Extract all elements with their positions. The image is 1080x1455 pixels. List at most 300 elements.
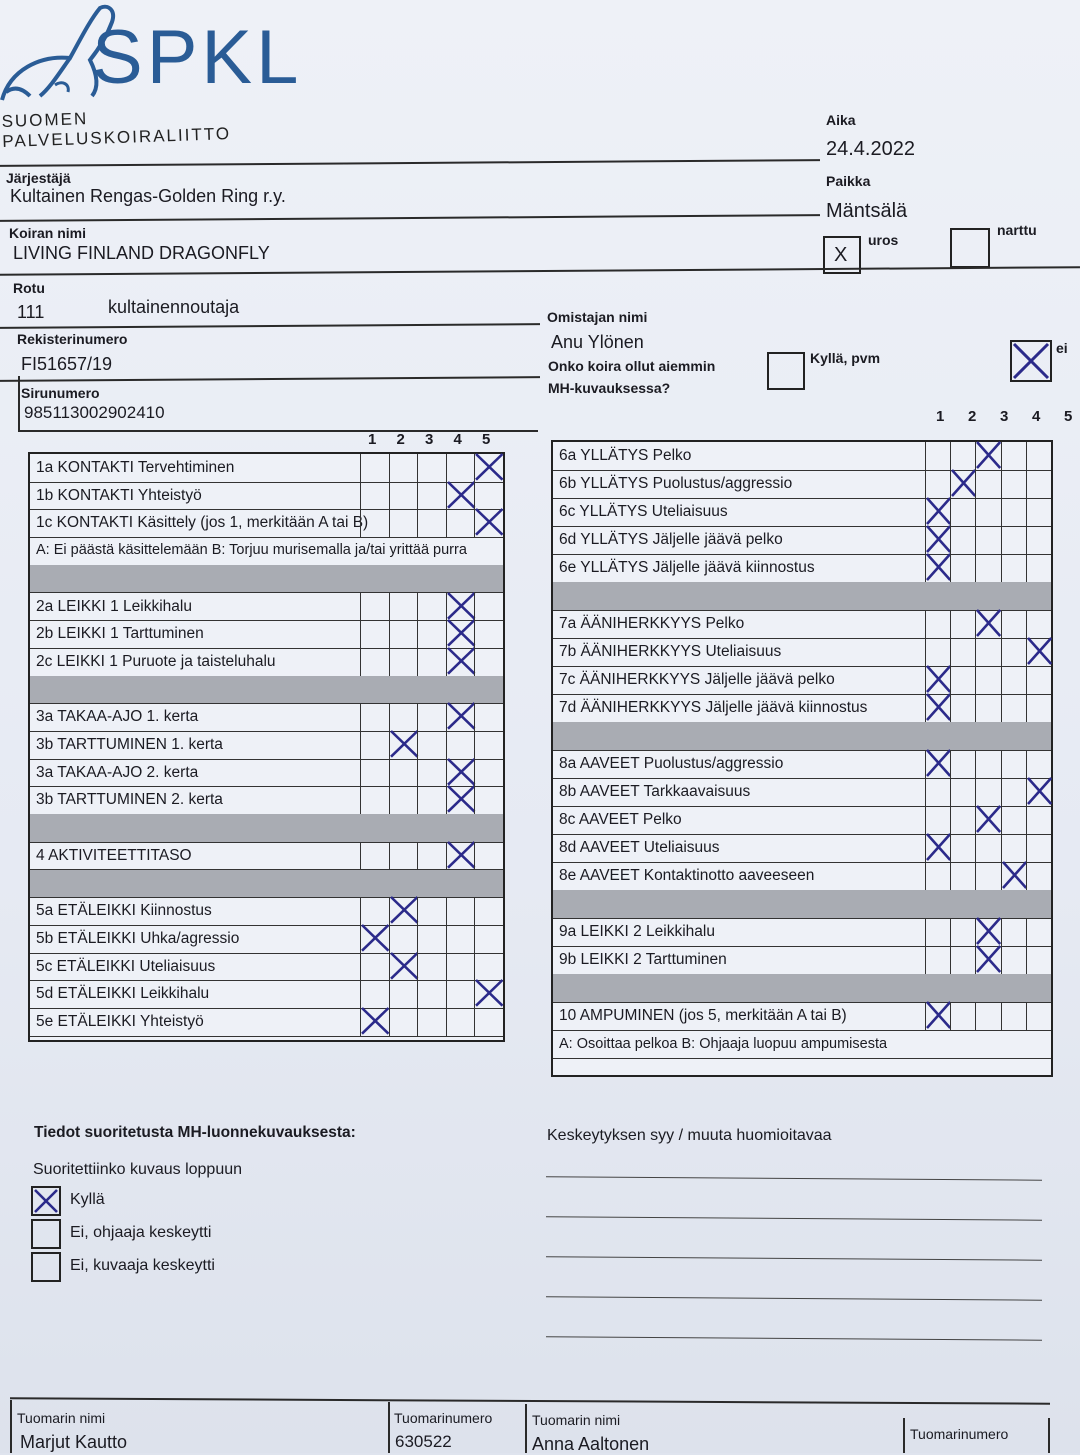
score-cell-2[interactable] (389, 897, 419, 925)
score-cell-2[interactable] (389, 1008, 419, 1036)
score-cell-2[interactable] (950, 498, 976, 526)
score-cell-1[interactable] (925, 778, 951, 806)
score-cell-5[interactable] (474, 509, 504, 537)
aiemmin-label-2: MH-kuvauksessa? (548, 380, 671, 396)
score-cell-3[interactable] (417, 454, 447, 482)
score-cell-5[interactable] (474, 454, 504, 482)
score-cell-3[interactable] (975, 778, 1001, 806)
spkl-logo (0, 0, 303, 151)
score-cell-1[interactable] (360, 897, 390, 925)
score-cell-4[interactable] (446, 786, 476, 814)
score-cell-5[interactable] (1026, 666, 1052, 694)
score-cell-3[interactable] (975, 750, 1001, 778)
x-mark-icon (389, 895, 420, 925)
score-cell-1[interactable] (925, 470, 951, 498)
x-mark-icon (389, 729, 420, 759)
score-cell-5[interactable] (474, 593, 504, 621)
score-cell-4[interactable] (446, 482, 476, 510)
row-label: 5d ETÄLEIKKI Leikkihalu (36, 985, 210, 1003)
score-cell-1[interactable] (360, 731, 390, 759)
table-row (553, 806, 1051, 835)
score-cell-5[interactable] (1026, 778, 1052, 806)
x-mark-icon (474, 452, 505, 482)
summary-option-label: Ei, ohjaaja keskeytti (70, 1224, 212, 1241)
score-cell-4[interactable] (446, 593, 476, 621)
row-label: 1b KONTAKTI Yhteistyö (36, 486, 202, 504)
summary-checkbox[interactable] (31, 1219, 61, 1249)
row-label: 5b ETÄLEIKKI Uhka/agressio (36, 929, 240, 947)
score-cell-4[interactable] (446, 897, 476, 925)
score-cell-2[interactable] (389, 703, 419, 731)
score-mark (389, 951, 419, 981)
score-cell-4[interactable] (446, 953, 476, 981)
uros-mark: X (834, 244, 848, 266)
score-cell-2[interactable] (950, 470, 976, 498)
notes-line[interactable] (546, 1336, 1042, 1340)
row-label: 8e AAVEET Kontaktinotto aaveeseen (559, 867, 815, 884)
x-mark-icon (33, 1188, 59, 1214)
score-cell-2[interactable] (389, 593, 419, 621)
row-label: 4 AKTIVITEETTITASO (36, 846, 192, 864)
score-cell-4[interactable] (1001, 918, 1027, 946)
score-cell-3[interactable] (975, 470, 1001, 498)
separator-row (553, 974, 1051, 1003)
score-mark (446, 701, 476, 731)
row-label: 10 AMPUMINEN (jos 5, merkitään A tai B) (559, 1007, 847, 1024)
score-cell-4[interactable] (1001, 778, 1027, 806)
score-cell-3[interactable] (417, 648, 447, 676)
score-cell-5[interactable] (474, 759, 504, 787)
score-cell-4[interactable] (1001, 946, 1027, 974)
row-label: 7c ÄÄNIHERKKYYS Jäljelle jäävä pelko (559, 671, 835, 688)
score-cell-4[interactable] (1001, 554, 1027, 582)
table-row (553, 498, 1051, 527)
score-cell-4[interactable] (1001, 498, 1027, 526)
score-cell-1[interactable] (925, 554, 951, 582)
score-cell-4[interactable] (446, 620, 476, 648)
divider (0, 323, 540, 329)
score-cell-3[interactable] (417, 1008, 447, 1036)
score-mark (446, 840, 476, 870)
score-cell-2[interactable] (950, 862, 976, 890)
table-row (553, 554, 1051, 583)
score-cell-2[interactable] (389, 786, 419, 814)
table-row (553, 750, 1051, 779)
score-cell-5[interactable] (1026, 806, 1052, 834)
row-label: 8a AAVEET Puolustus/aggressio (559, 755, 784, 772)
row-label: 3a TAKAA-AJO 2. kerta (36, 763, 199, 781)
x-mark-icon (925, 832, 952, 862)
row-label: 3b TARTTUMINEN 1. kerta (36, 736, 223, 753)
table-row (553, 1030, 1051, 1059)
score-cell-5[interactable] (1026, 498, 1052, 526)
score-cell-3[interactable] (417, 925, 447, 953)
score-cell-2[interactable] (950, 554, 976, 582)
numero1-value: 630522 (395, 1432, 452, 1451)
tuomari2-label: Tuomarin nimi (532, 1412, 621, 1428)
score-cell-4[interactable] (1001, 694, 1027, 722)
score-cell-4[interactable] (1001, 442, 1027, 470)
score-cell-4[interactable] (1001, 470, 1027, 498)
score-cell-2[interactable] (950, 806, 976, 834)
score-cell-1[interactable] (925, 918, 951, 946)
notes-line[interactable] (546, 1176, 1042, 1180)
score-cell-3[interactable] (975, 862, 1001, 890)
score-cell-4[interactable] (1001, 610, 1027, 638)
score-cell-2[interactable] (950, 946, 976, 974)
score-cell-4[interactable] (446, 1008, 476, 1036)
x-mark-icon (474, 978, 505, 1008)
rotu-code: 111 (17, 302, 45, 322)
rekisteri-label: Rekisterinumero (17, 331, 128, 347)
score-cell-1[interactable] (925, 750, 951, 778)
kylla-pvm-checkbox[interactable] (767, 352, 805, 390)
score-cell-3[interactable] (975, 834, 1001, 862)
koiran-nimi-value: LIVING FINLAND DRAGONFLY (13, 243, 270, 263)
score-cell-1[interactable] (360, 925, 390, 953)
x-mark-icon (925, 692, 952, 722)
summary-option-label: Ei, kuvaaja keskeytti (70, 1257, 215, 1274)
paikka-value: Mäntsälä (826, 200, 908, 222)
notes-line[interactable] (546, 1296, 1042, 1300)
koiran-nimi-label: Koiran nimi (9, 225, 87, 241)
score-cell-3[interactable] (975, 638, 1001, 666)
score-cell-5[interactable] (474, 1008, 504, 1036)
row-label: A: Osoittaa pelkoa B: Ohjaaja luopuu ampumisesta (559, 1036, 888, 1052)
score-cell-3[interactable] (417, 842, 447, 870)
x-mark-icon (950, 468, 977, 498)
score-cell-5[interactable] (474, 786, 504, 814)
row-label: 6c YLLÄTYS Uteliaisuus (559, 503, 728, 520)
x-mark-icon (474, 507, 505, 537)
x-mark-icon (446, 591, 477, 621)
score-cell-5[interactable] (1026, 834, 1052, 862)
row-label: 2c LEIKKI 1 Puruote ja taisteluhalu (36, 652, 276, 670)
score-cell-5[interactable] (474, 620, 504, 648)
score-cell-2[interactable] (950, 778, 976, 806)
score-cell-2[interactable] (950, 750, 976, 778)
score-cell-4[interactable] (1001, 834, 1027, 862)
x-mark-icon (1026, 776, 1053, 806)
score-cell-5[interactable] (1026, 526, 1052, 554)
table-row (553, 778, 1051, 807)
score-mark (389, 895, 419, 925)
score-cell-3[interactable] (417, 953, 447, 981)
score-cell-5[interactable] (1026, 694, 1052, 722)
score-cell-2[interactable] (389, 980, 419, 1008)
score-cell-3[interactable] (975, 666, 1001, 694)
score-cell-5[interactable] (1026, 918, 1052, 946)
table-row (30, 897, 503, 926)
score-cell-3[interactable] (975, 442, 1001, 470)
score-cell-2[interactable] (950, 638, 976, 666)
score-cell-1[interactable] (925, 1002, 951, 1030)
score-cell-1[interactable] (360, 759, 390, 787)
score-cell-5[interactable] (1026, 554, 1052, 582)
jarjestaja-value: Kultainen Rengas-Golden Ring r.y. (10, 186, 286, 206)
score-mark (360, 1006, 390, 1036)
row-label: 5e ETÄLEIKKI Yhteistyö (36, 1013, 204, 1030)
row-label: 2a LEIKKI 1 Leikkihalu (36, 597, 192, 615)
score-cell-1[interactable] (925, 806, 951, 834)
score-cell-1[interactable] (925, 610, 951, 638)
row-label: 1a KONTAKTI Tervehtiminen (36, 459, 235, 476)
right-rating-table (551, 440, 1053, 1077)
score-cell-3[interactable] (975, 918, 1001, 946)
column-number: 1 (368, 431, 377, 448)
score-cell-3[interactable] (975, 610, 1001, 638)
table-row (553, 526, 1051, 555)
score-mark (446, 646, 476, 676)
score-cell-2[interactable] (389, 925, 419, 953)
score-cell-3[interactable] (417, 731, 447, 759)
row-label: 1c KONTAKTI Käsittely (jos 1, merkitään A tai B) (36, 514, 369, 532)
score-cell-2[interactable] (389, 731, 419, 759)
column-number: 4 (1032, 408, 1041, 425)
table-row (553, 946, 1051, 975)
table-row (553, 638, 1051, 667)
score-cell-3[interactable] (417, 620, 447, 648)
score-cell-1[interactable] (360, 509, 390, 537)
score-cell-3[interactable] (975, 694, 1001, 722)
score-cell-1[interactable] (360, 703, 390, 731)
table-row (30, 980, 503, 1009)
score-cell-1[interactable] (925, 946, 951, 974)
table-row (553, 1002, 1051, 1031)
row-label: 5c ETÄLEIKKI Uteliaisuus (36, 957, 216, 975)
score-cell-5[interactable] (1026, 442, 1052, 470)
score-cell-2[interactable] (950, 834, 976, 862)
score-cell-5[interactable] (474, 648, 504, 676)
score-cell-5[interactable] (474, 842, 504, 870)
score-cell-2[interactable] (389, 454, 419, 482)
score-cell-2[interactable] (389, 509, 419, 537)
tuomari2-value: Anna Aaltonen (532, 1434, 650, 1454)
row-label: 8c AAVEET Pelko (559, 811, 682, 828)
row-label: 9a LEIKKI 2 Leikkihalu (559, 923, 715, 940)
score-cell-2[interactable] (950, 610, 976, 638)
score-cell-5[interactable] (474, 482, 504, 510)
score-cell-1[interactable] (925, 526, 951, 554)
score-cell-1[interactable] (360, 1008, 390, 1036)
separator-row (30, 814, 503, 843)
narttu-checkbox[interactable] (950, 228, 990, 268)
score-cell-5[interactable] (1026, 1002, 1052, 1030)
divider (903, 1418, 905, 1453)
rekisteri-value: FI51657/19 (21, 354, 113, 374)
score-cell-5[interactable] (474, 731, 504, 759)
rotu-label: Rotu (13, 280, 45, 296)
score-cell-2[interactable] (389, 759, 419, 787)
score-cell-5[interactable] (1026, 610, 1052, 638)
table-row (553, 918, 1051, 947)
score-cell-4[interactable] (1001, 806, 1027, 834)
score-cell-1[interactable] (925, 442, 951, 470)
score-cell-4[interactable] (1001, 750, 1027, 778)
score-cell-1[interactable] (925, 638, 951, 666)
score-cell-2[interactable] (950, 666, 976, 694)
score-cell-4[interactable] (446, 731, 476, 759)
summary-title: Tiedot suoritetusta MH-luonnekuvauksesta: (34, 1124, 356, 1141)
score-cell-3[interactable] (417, 980, 447, 1008)
row-label: 7b ÄÄNIHERKKYYS Uteliaisuus (559, 643, 782, 660)
left-rating-table (28, 452, 505, 1042)
score-cell-4[interactable] (1001, 862, 1027, 890)
summary-checkbox[interactable] (31, 1252, 61, 1282)
siru-label: Sirunumero (21, 385, 100, 401)
score-cell-1[interactable] (360, 953, 390, 981)
separator-row (30, 565, 503, 594)
score-mark (446, 757, 476, 787)
score-cell-1[interactable] (360, 786, 390, 814)
score-cell-4[interactable] (1001, 1002, 1027, 1030)
row-label: 8b AAVEET Tarkkaavaisuus (559, 783, 751, 800)
score-mark (446, 480, 476, 510)
score-cell-4[interactable] (446, 509, 476, 537)
score-cell-1[interactable] (925, 862, 951, 890)
x-mark-icon (446, 646, 477, 676)
score-mark (474, 452, 504, 482)
score-cell-3[interactable] (975, 526, 1001, 554)
divider (10, 1400, 12, 1453)
x-mark-icon (925, 748, 952, 778)
score-cell-4[interactable] (446, 703, 476, 731)
table-row (553, 666, 1051, 695)
score-cell-1[interactable] (360, 648, 390, 676)
table-row (553, 470, 1051, 499)
column-number: 1 (936, 408, 945, 425)
score-cell-4[interactable] (446, 842, 476, 870)
score-mark (446, 618, 476, 648)
separator-row (553, 582, 1051, 611)
x-mark-icon (975, 608, 1002, 638)
separator-row (553, 722, 1051, 751)
table-row (30, 953, 503, 982)
score-cell-1[interactable] (360, 454, 390, 482)
summary-checkbox[interactable] (31, 1186, 61, 1216)
column-number: 2 (968, 408, 977, 425)
score-cell-4[interactable] (446, 759, 476, 787)
score-cell-5[interactable] (474, 980, 504, 1008)
score-cell-2[interactable] (950, 694, 976, 722)
row-label: 6d YLLÄTYS Jäljelle jäävä pelko (559, 531, 783, 548)
score-cell-3[interactable] (975, 946, 1001, 974)
notes-line[interactable] (546, 1256, 1042, 1260)
score-cell-4[interactable] (446, 925, 476, 953)
divider (525, 1404, 527, 1453)
score-cell-1[interactable] (360, 482, 390, 510)
rotu-value: kultainennoutaja (108, 297, 240, 317)
score-cell-3[interactable] (975, 498, 1001, 526)
separator-row (553, 890, 1051, 919)
table-row (30, 759, 503, 788)
score-cell-5[interactable] (474, 897, 504, 925)
table-row (30, 842, 503, 871)
score-mark (1026, 776, 1056, 806)
score-cell-2[interactable] (389, 842, 419, 870)
score-cell-2[interactable] (950, 442, 976, 470)
score-cell-5[interactable] (474, 703, 504, 731)
x-mark-icon (925, 1000, 952, 1030)
score-cell-1[interactable] (360, 980, 390, 1008)
score-cell-2[interactable] (389, 620, 419, 648)
score-cell-4[interactable] (1001, 638, 1027, 666)
score-cell-3[interactable] (417, 759, 447, 787)
score-cell-5[interactable] (1026, 470, 1052, 498)
score-cell-5[interactable] (1026, 638, 1052, 666)
table-row (30, 620, 503, 649)
score-cell-1[interactable] (925, 694, 951, 722)
score-cell-2[interactable] (389, 953, 419, 981)
score-mark (446, 591, 476, 621)
score-cell-1[interactable] (360, 593, 390, 621)
score-cell-5[interactable] (1026, 750, 1052, 778)
score-cell-3[interactable] (975, 1002, 1001, 1030)
score-cell-5[interactable] (474, 925, 504, 953)
score-cell-1[interactable] (925, 834, 951, 862)
separator-row (30, 870, 503, 899)
table-row (553, 834, 1051, 863)
notes-line[interactable] (546, 1216, 1042, 1220)
score-cell-3[interactable] (975, 554, 1001, 582)
score-cell-2[interactable] (950, 526, 976, 554)
score-cell-1[interactable] (925, 498, 951, 526)
score-cell-4[interactable] (446, 648, 476, 676)
tuomari1-label: Tuomarin nimi (17, 1410, 106, 1426)
table-row (30, 648, 503, 677)
score-cell-5[interactable] (1026, 946, 1052, 974)
score-cell-5[interactable] (474, 953, 504, 981)
score-cell-4[interactable] (446, 454, 476, 482)
table-row (553, 442, 1051, 471)
row-label: 8d AAVEET Uteliaisuus (559, 839, 720, 856)
score-cell-4[interactable] (446, 980, 476, 1008)
ei-checkbox[interactable] (1010, 340, 1052, 382)
x-mark-icon (446, 701, 477, 731)
x-mark-icon (360, 923, 391, 953)
score-cell-4[interactable] (1001, 526, 1027, 554)
score-cell-3[interactable] (417, 482, 447, 510)
score-cell-1[interactable] (925, 666, 951, 694)
score-cell-3[interactable] (417, 703, 447, 731)
score-cell-3[interactable] (975, 806, 1001, 834)
table-row (30, 537, 503, 566)
x-mark-icon (975, 944, 1002, 974)
score-cell-4[interactable] (1001, 666, 1027, 694)
score-cell-3[interactable] (417, 593, 447, 621)
column-number: 5 (1064, 408, 1073, 425)
x-mark-icon (925, 496, 952, 526)
aika-label: Aika (826, 112, 856, 128)
x-mark-icon (1001, 860, 1028, 890)
score-cell-3[interactable] (417, 897, 447, 925)
score-cell-2[interactable] (389, 482, 419, 510)
omistaja-value: Anu Ylönen (551, 332, 644, 352)
divider (1048, 1418, 1050, 1453)
separator-row (30, 676, 503, 705)
score-cell-2[interactable] (950, 1002, 976, 1030)
score-cell-2[interactable] (950, 918, 976, 946)
score-cell-2[interactable] (389, 648, 419, 676)
row-label: 6e YLLÄTYS Jäljelle jäävä kiinnostus (559, 559, 815, 576)
score-cell-1[interactable] (360, 842, 390, 870)
logo-subtitle: SUOMEN PALVELUSKOIRALIITTO (1, 108, 232, 151)
score-cell-3[interactable] (417, 786, 447, 814)
score-cell-5[interactable] (1026, 862, 1052, 890)
score-cell-1[interactable] (360, 620, 390, 648)
row-label: 7d ÄÄNIHERKKYYS Jäljelle jäävä kiinnostus (559, 699, 868, 716)
score-cell-3[interactable] (417, 509, 447, 537)
